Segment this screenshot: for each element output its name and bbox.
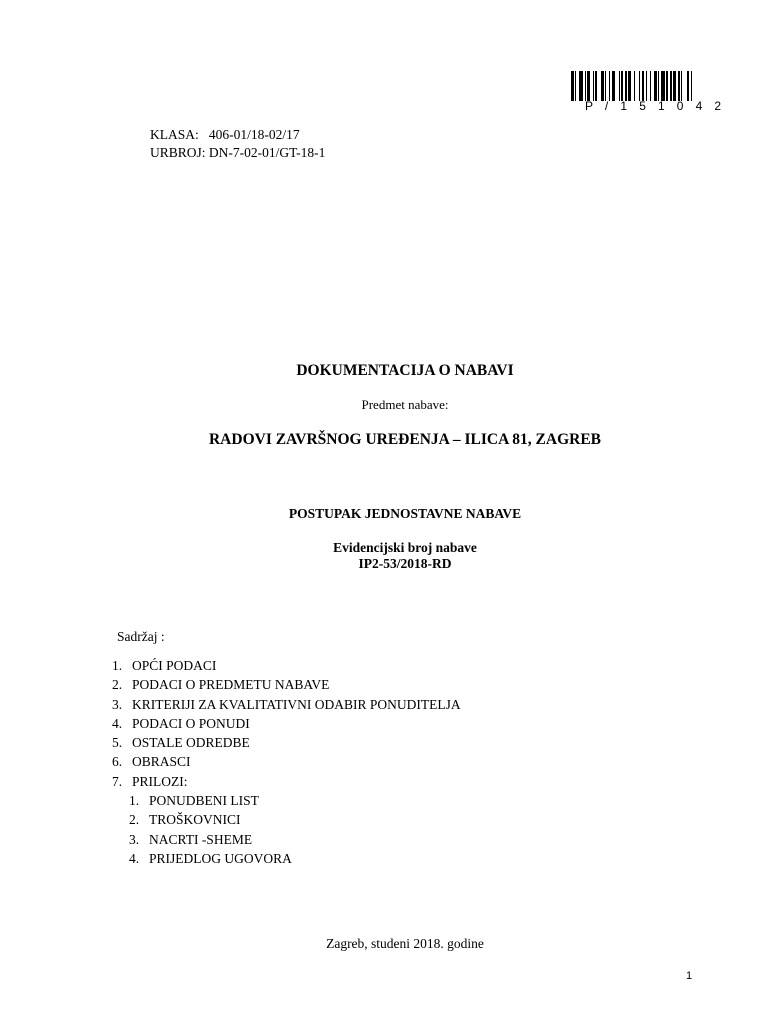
- toc-subitem: [112, 810, 461, 829]
- toc-item: [112, 772, 461, 791]
- toc-subitem: [112, 830, 461, 849]
- evidence-number: IP2-53/2018-RD: [358, 556, 452, 571]
- toc-item: [112, 675, 461, 694]
- toc-item-number: 4.: [112, 715, 123, 731]
- toc-heading: Sadržaj :: [117, 629, 165, 644]
- toc-item: [112, 695, 461, 714]
- toc-subitem-label: TROŠKOVNICI: [149, 812, 241, 828]
- toc-item-label: OBRASCI: [132, 754, 191, 770]
- toc-item-label: KRITERIJI ZA KVALITATIVNI ODABIR PONUDITELJA: [132, 696, 461, 712]
- klasa-value: 406-01/18-02/17: [208, 127, 300, 142]
- table-of-contents: [112, 656, 461, 868]
- toc-item-number: 3.: [112, 696, 123, 712]
- procurement-subject: RADOVI ZAVRŠNOG UREĐENJA – ILICA 81, ZAGREB: [208, 431, 602, 448]
- toc-subitem-number: 1.: [129, 793, 140, 809]
- toc-subitem-number: 4.: [129, 850, 140, 866]
- barcode-space: [692, 71, 695, 101]
- toc-subitem: [112, 791, 461, 810]
- toc-item-label: PODACI O PONUDI: [132, 715, 250, 731]
- toc-item-label: OPĆI PODACI: [132, 658, 217, 673]
- place-and-date: Zagreb, studeni 2018. godine: [326, 936, 484, 951]
- urbroj-value: DN-7-02-01/GT-18-1: [208, 145, 326, 160]
- procedure-type: POSTUPAK JEDNOSTAVNE NABAVE: [288, 506, 522, 521]
- urbroj-label: URBROJ:: [150, 145, 206, 160]
- toc-subitem-number: 2.: [129, 812, 140, 828]
- subject-label: Predmet nabave:: [361, 397, 449, 412]
- klasa-label: KLASA:: [150, 127, 199, 142]
- toc-item: [112, 733, 461, 752]
- toc-subitem-number: 3.: [129, 831, 140, 847]
- toc-subitem: [112, 849, 461, 868]
- toc-item: [112, 714, 461, 733]
- toc-item-label: OSTALE ODREDBE: [132, 735, 250, 751]
- toc-item-number: 5.: [112, 735, 123, 751]
- toc-subitem-label: PRIJEDLOG UGOVORA: [149, 850, 292, 866]
- barcode: [571, 71, 726, 113]
- toc-item-number: 2.: [112, 677, 123, 693]
- barcode-number: P / 1 5 1 0 4 2: [585, 99, 726, 113]
- toc-subitem-label: PONUDBENI LIST: [149, 793, 259, 809]
- toc-item-label: PODACI O PREDMETU NABAVE: [132, 677, 330, 693]
- toc-subitem-label: NACRTI -SHEME: [149, 831, 253, 847]
- page-number: 1: [686, 970, 693, 982]
- toc-item: [112, 656, 461, 675]
- evidence-number-label: Evidencijski broj nabave: [333, 540, 477, 555]
- urbroj-line: [150, 144, 325, 162]
- toc-item-number: 7.: [112, 773, 123, 789]
- toc-item-label: PRILOZI:: [132, 773, 188, 789]
- toc-item-number: 1.: [112, 658, 123, 673]
- document-title: DOKUMENTACIJA O NABAVI: [296, 362, 514, 379]
- toc-item-number: 6.: [112, 754, 123, 770]
- toc-item: [112, 752, 461, 771]
- barcode-bars: [571, 71, 695, 101]
- klasa-line: [150, 126, 300, 144]
